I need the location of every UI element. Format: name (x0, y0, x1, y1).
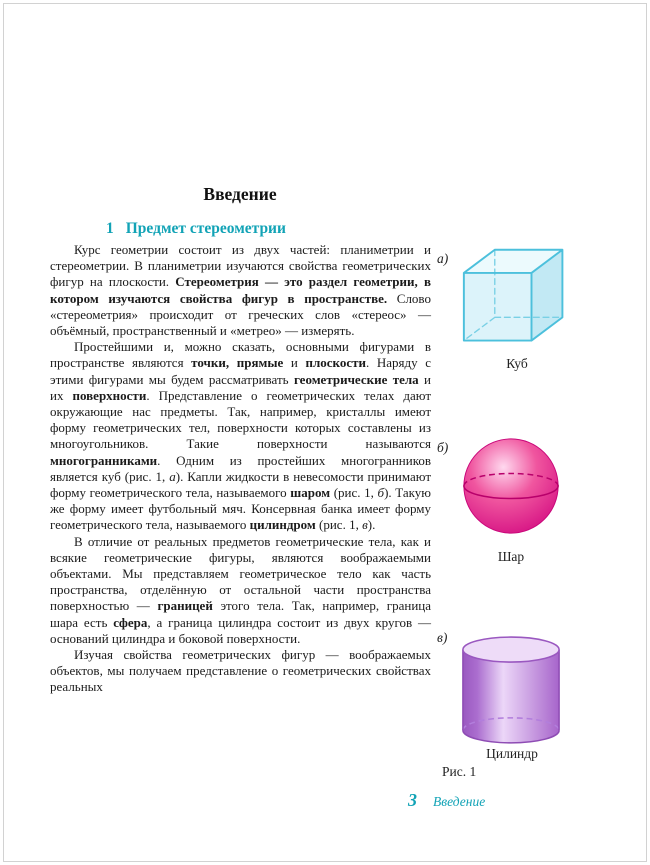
bold-text-segment: поверхности (72, 387, 147, 403)
bold-text-segment: сфера (113, 614, 148, 630)
text-segment: и их (50, 371, 431, 403)
figure-v-marker: в) (437, 630, 448, 645)
figure-number-label: Рис. 1 (442, 764, 477, 779)
text-segment: ). Такую же форму имеет футбольный мяч. Консервная банка имеет форму геометрического тела, называемого (50, 485, 431, 533)
text-segment: . Представление о геометрических телах дают окружающие нас предметы. Так, например, кристаллы имеют форму геометрических тел, поверхности которых составлены из многоугольников. Такие поверхности называются (50, 387, 431, 452)
text-segment: этого тела. Так, например, граница шара есть (50, 598, 431, 630)
paragraph (50, 339, 431, 533)
figure-b-marker: б) (437, 440, 449, 455)
page-title: Введение (203, 184, 277, 204)
figure-b-caption: Шар (497, 549, 525, 564)
text-segment: Изучая свойства геометрических фигур — воображаемых объектов, мы получаем представление о геометрических свойствах реальных (50, 647, 431, 695)
text-segment: . Наряду с этими фигурами мы будем рассматривать (50, 355, 431, 387)
text-segment: ). (367, 517, 376, 533)
cylinder-figure (461, 632, 561, 746)
figure-a-marker: а) (437, 251, 449, 266)
bold-text-segment: цилиндром (249, 517, 316, 533)
section-heading (106, 220, 286, 238)
text-segment: (рис. 1, (315, 517, 363, 533)
bold-text-segment: Стереометрия — это раздел геометрии, в котором изучаются свойства фигур в пространстве. (50, 274, 431, 306)
text-segment: и (283, 355, 306, 371)
page-footer (408, 790, 485, 811)
text-segment: В отличие от реальных предметов геометрические тела, как и всякие геометрические фигуры, являются воображаемыми объектами. Мы представляем геометрическое тело как часть пространства, отделённую от остальной части пространства поверхностью — (50, 533, 431, 614)
italic-text-segment: а (169, 468, 176, 484)
text-segment: Курс геометрии состоит из двух частей: планиметрии и стереометрии. В планиметрии изучаются свойства геометрических фигур на плоскости. (50, 242, 431, 290)
cube-figure (454, 242, 580, 356)
text-segment: , а граница цилиндра состоит из двух кругов — оснований цилиндра и боковой поверхности. (50, 614, 431, 646)
text-segment: (рис. 1, (330, 485, 378, 501)
section-number: 1 (106, 220, 114, 237)
text-segment: ). Капли жидкости в невесомости принимают форму геометрического тела, называемого (50, 468, 431, 501)
cylinder-body (463, 650, 559, 743)
italic-text-segment: в (362, 517, 368, 533)
sphere-figure (461, 434, 561, 538)
bold-text-segment: геометрические тела (293, 371, 419, 387)
section-title: Предмет стереометрии (125, 220, 286, 237)
textbook-page (3, 3, 647, 862)
italic-text-segment: б (377, 485, 385, 501)
paragraph (50, 242, 431, 339)
figure-a-caption: Куб (506, 356, 528, 371)
paragraph (50, 647, 431, 696)
body-text-column (50, 242, 431, 696)
sphere-body (464, 439, 558, 533)
bold-text-segment: многогранниками (50, 452, 158, 468)
bold-text-segment: плоскости (305, 355, 366, 371)
bold-text-segment: точки, прямые (191, 355, 284, 371)
text-segment: Простейшими и, можно сказать, основными фигурами в пространстве являются (50, 339, 431, 371)
paragraph (50, 534, 431, 647)
bold-text-segment: шаром (290, 485, 331, 501)
figure-v-caption: Цилиндр (486, 746, 538, 761)
bold-text-segment: границей (157, 598, 213, 614)
footer-section-label: Введение (433, 794, 486, 809)
text-segment: Слово «стереометрия» происходит от греческих слов «стереос» — объёмный, пространственный и «метрео» — измерять. (50, 290, 431, 339)
cube-front-face (464, 273, 532, 341)
cylinder-top-face (463, 637, 559, 662)
page-number: 3 (408, 790, 417, 810)
text-segment: . Одним из простейших многогранников является куб (рис. 1, (50, 452, 431, 484)
